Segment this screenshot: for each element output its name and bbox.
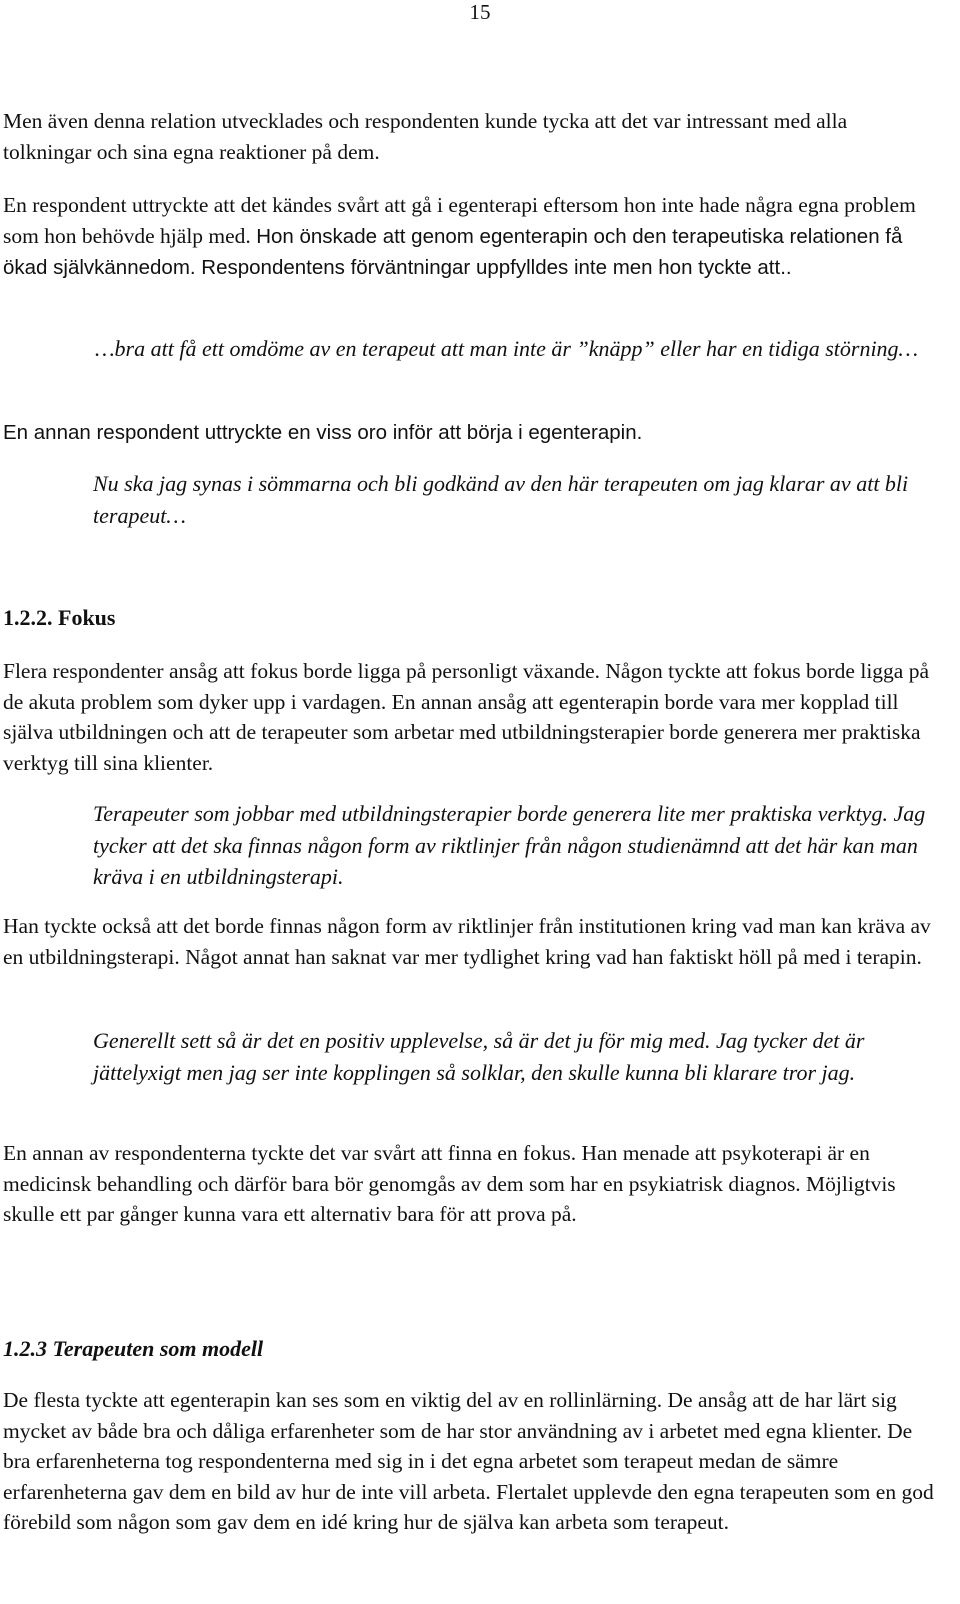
quote-text: …bra att få ett omdöme av en terapeut att man inte är ”knäpp” eller har en tidiga störning… [95, 336, 919, 361]
quote-text: Generellt sett så är det en positiv upplevelse, så är det ju för mig med. Jag tycker det är jättelyxigt men jag ser inte kopplingen så solklar, den skulle kunna bli klarare tror jag. [93, 1028, 865, 1085]
section-heading-terapeuten-modell: 1.2.3 Terapeuten som modell [3, 1336, 264, 1361]
quote-generellt [93, 1025, 935, 1088]
paragraph-respondent-egenterapi [3, 190, 938, 284]
text-run: En respondent uttryckte att det kändes svårt att gå i egenterapi eftersom hon inte hade några egna problem som hon behövde hjälp med. [3, 193, 916, 248]
text-run: De flesta tyckte att egenterapin kan ses som en viktig del av en rollinlärning. De ansåg att de har lärt sig mycket av både bra och dåliga erfarenheter som de har stor användning av i arbetet med egna klienter. De bra erfarenheterna tog respondenterna med sig in i det egna arbetet som terapeut medan de sämre erfarenheterna gav dem en bild av hur de inte vill arbeta. Flertalet upplevde den egna terapeuten som en god förebild som någon som gav dem en idé kring hur de själva kan arbeta som terapeut. [3, 1388, 934, 1534]
text-run: En annan av respondenterna tyckte det var svårt att finna en fokus. Han menade att psykoterapi är en medicinsk behandling och därför bara bör genomgås av dem som har en psykiatrisk diagnos. Möjligtvis skulle ett par gånger kunna vara ett alternativ bara för att prova på. [3, 1141, 896, 1226]
quote-synas [93, 468, 935, 531]
paragraph-svart-fokus [3, 1138, 938, 1230]
text-run-sans: En annan respondent uttryckte en viss oro inför att börja i egenterapin. [3, 421, 643, 444]
paragraph-fokus [3, 656, 938, 778]
page-number: 15 [469, 0, 491, 24]
paragraph-rollinlarning [3, 1385, 938, 1538]
paragraph-riktlinjer [3, 911, 938, 972]
text-run-sans: Hon önskade att genom egenterapin och den terapeutiska relationen få ökad självkännedom. Respondentens förväntningar uppfylldes inte men hon tyckte att.. [3, 224, 903, 279]
text-run: Han tyckte också att det borde finnas någon form av riktlinjer från institutionen kring vad man kan kräva av en utbildningsterapi. Något annat han saknat var mer tydlighet kring vad han faktiskt höll på med i terapin. [3, 914, 931, 969]
quote-omdome [95, 333, 935, 365]
quote-text: Terapeuter som jobbar med utbildningsterapier borde generera lite mer praktiska verktyg. Jag tycker att det ska finnas någon form av riktlinjer från någon studienämnd att det här kan man kräva i en utbildningsterapi. [93, 801, 926, 889]
paragraph-relation [3, 106, 938, 167]
text-run: Men även denna relation utvecklades och respondenten kunde tycka att det var intressant med alla tolkningar och sina egna reaktioner på dem. [3, 109, 848, 164]
quote-text: Nu ska jag synas i sömmarna och bli godkänd av den här terapeuten om jag klarar av att bli terapeut… [93, 471, 909, 528]
quote-terapeuter [93, 798, 935, 893]
section-heading-fokus: 1.2.2. Fokus [3, 605, 116, 630]
text-run: Flera respondenter ansåg att fokus borde ligga på personligt växande. Någon tyckte att fokus borde ligga på de akuta problem som dyker upp i vardagen. En annan ansåg att egenterapin borde vara mer kopplad till själva utbildningen och att de terapeuter som arbetar med utbildningsterapier borde generera mer praktiska verktyg till sina klienter. [3, 659, 930, 775]
paragraph-oro [3, 417, 938, 449]
